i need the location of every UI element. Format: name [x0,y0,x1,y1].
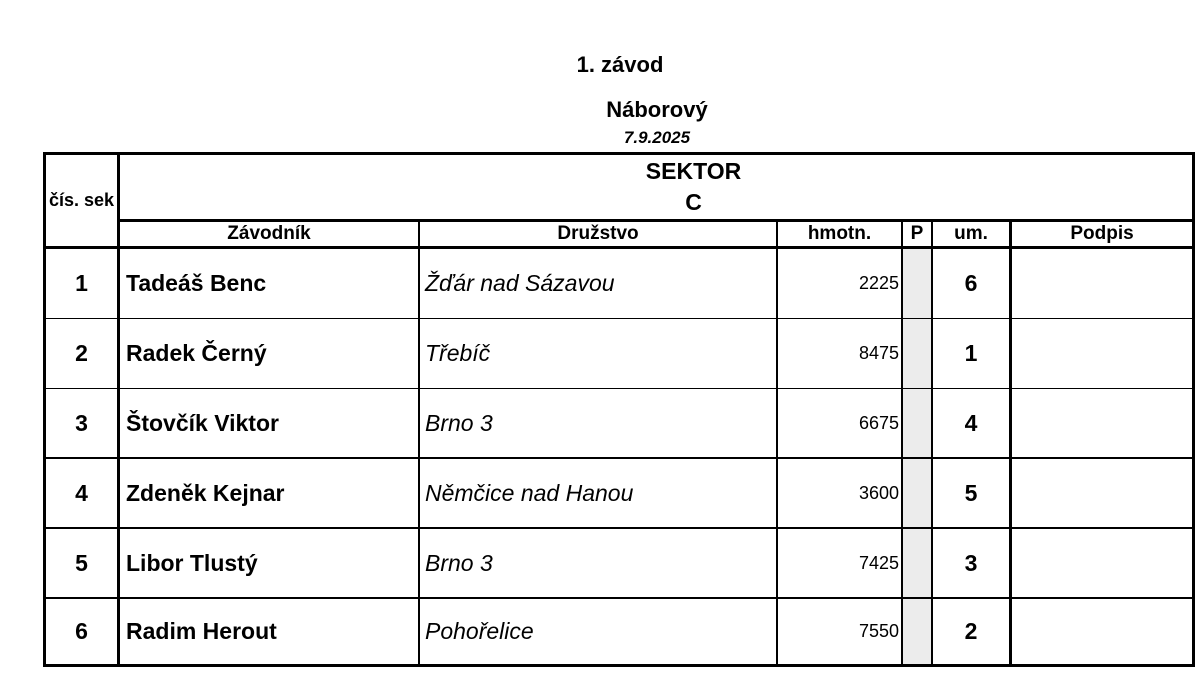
team-name: Brno 3 [425,409,493,436]
catch-weight: 8475 [858,343,899,363]
column-header-p: P [910,223,924,244]
penalty-cell [903,319,931,388]
sector-number: 3 [75,409,88,436]
race-title: 1. závod [576,52,664,77]
column-header-competitor: Závodník [227,223,311,244]
catch-weight: 7425 [858,552,899,573]
placement: 4 [964,409,978,436]
competitor-name: Radim Herout [126,618,277,644]
penalty-cell [903,389,931,457]
sector-number: 1 [75,270,88,296]
competitor-name: Libor Tlustý [126,549,258,576]
penalty-cell [903,529,931,597]
sector-title: SEKTOR [645,157,742,184]
sector-number: 6 [75,618,88,644]
catch-weight: 7550 [858,621,899,641]
competitor-name: Tadeáš Benc [126,270,267,296]
team-name: Třebíč [425,340,491,366]
sector-letter: C [685,188,702,215]
sector-number: 2 [75,340,88,366]
catch-weight: 2225 [858,273,899,293]
penalty-cell [903,599,931,664]
column-header-place: um. [954,223,988,244]
team-name: Němčice nad Hanou [425,479,634,506]
sector-number-header: čís. sek [48,190,115,210]
signature-cell [1012,319,1192,388]
placement: 6 [964,270,978,296]
placement: 5 [964,479,978,506]
sector-number: 5 [75,549,88,576]
event-name: Náborový [606,97,708,122]
competitor-name: Radek Černý [126,340,267,366]
catch-weight: 3600 [858,482,899,503]
table-border-top [43,152,1195,155]
table-border-bottom [43,664,1195,667]
competitor-name: Zdeněk Kejnar [126,479,285,506]
sector-number: 4 [75,479,88,506]
column-header-weight: hmotn. [807,223,872,244]
penalty-cell [903,249,931,318]
column-header-team: Družstvo [557,223,639,244]
team-name: Pohořelice [425,618,534,644]
signature-cell [1012,389,1192,457]
event-date: 7.9.2025 [623,128,691,147]
team-name: Žďár nad Sázavou [425,270,615,296]
team-name: Brno 3 [425,549,493,576]
signature-cell [1012,529,1192,597]
penalty-cell [903,459,931,527]
catch-weight: 6675 [858,412,899,433]
placement: 2 [964,618,978,644]
competitor-name: Štovčík Viktor [126,409,279,436]
column-header-signature: Podpis [1070,223,1134,244]
placement: 1 [964,340,978,366]
placement: 3 [964,549,978,576]
signature-cell [1012,459,1192,527]
signature-cell [1012,599,1192,664]
signature-cell [1012,249,1192,318]
